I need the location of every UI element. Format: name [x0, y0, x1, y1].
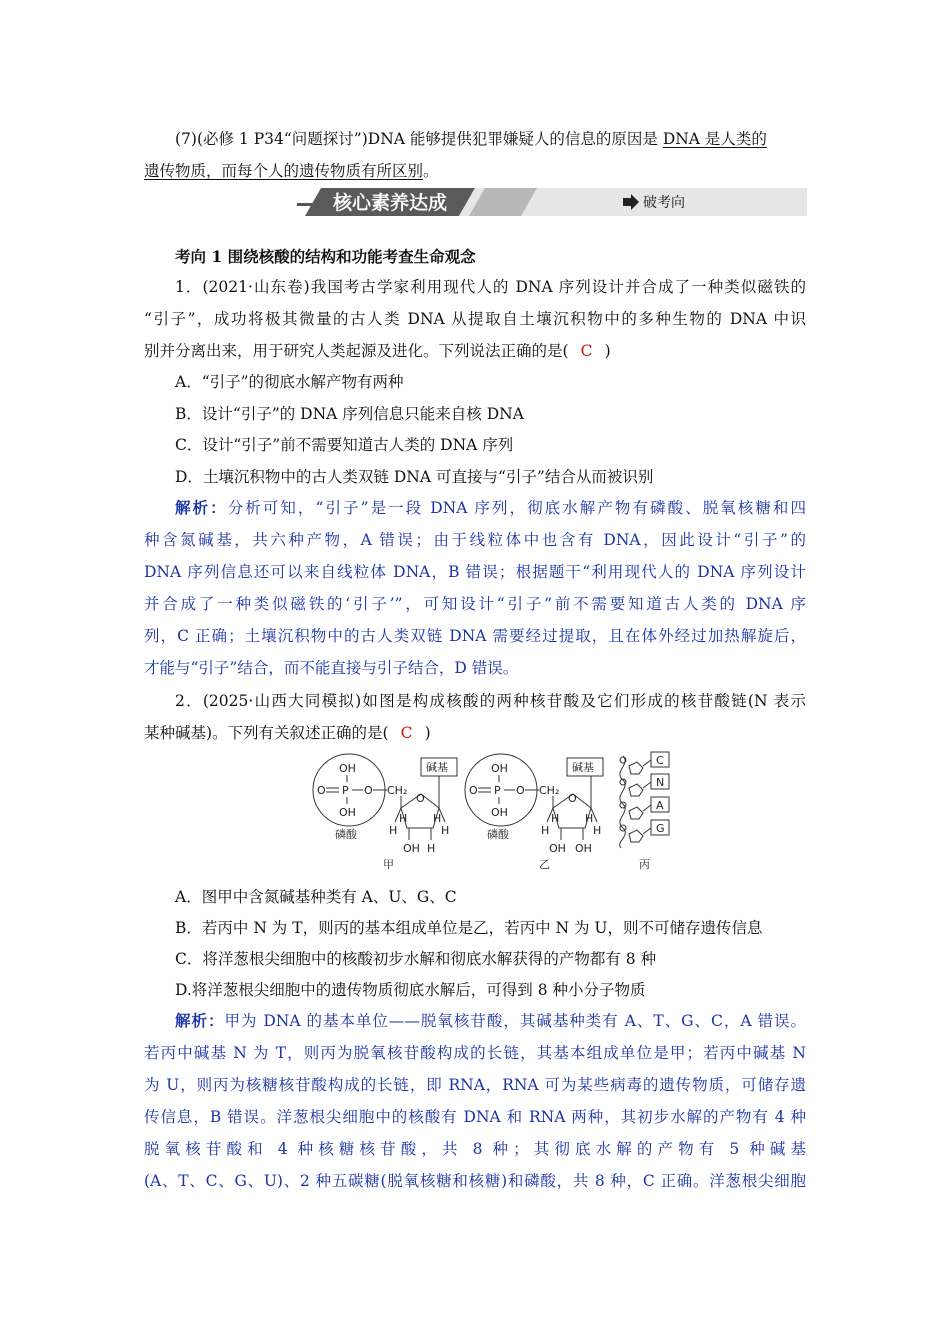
- intro-end: 。: [423, 162, 439, 180]
- ring-o-jia: O: [416, 792, 425, 805]
- chain-link-1: [643, 760, 651, 766]
- h-jia-4: H: [441, 824, 450, 837]
- q1-analysis-line-2: 种含氮碱基，共六种产物，A 错误；由于线粒体中也含有 DNA，因此设计“引子”的: [144, 531, 806, 549]
- q2-analysis-line-1: [175, 1010, 806, 1032]
- q2-answer: C: [400, 724, 413, 742]
- q2-analysis-line-4: 传信息，B 错误。洋葱根尖细胞中的核酸有 DNA 和 RNA 两种，其初步水解的产物有 4 种: [144, 1108, 806, 1126]
- ch2-jia: CH₂: [387, 784, 408, 797]
- h-yi-4: H: [593, 824, 602, 837]
- intro-underline-2: 遗传物质，而每个人的遗传物质有所区别: [144, 162, 424, 180]
- q1-option-b: B．设计“引子”的 DNA 序列信息只能来自核 DNA: [175, 405, 524, 423]
- q1-analysis-label: 解析：: [175, 498, 228, 517]
- q2-analysis-first: 甲为 DNA 的基本单位——脱氧核苷酸，其碱基种类有 A、T、G、C，A 错误。: [224, 1012, 806, 1030]
- o-ester-yi: O: [516, 784, 525, 797]
- q2-analysis-line-5: 脱氧核苷酸和 4 种核糖核苷酸，共 8 种；其彻底水解的产物有 5 种碱基: [144, 1140, 806, 1158]
- chain-sugar-4: [629, 830, 643, 842]
- q1-analysis-line-5: 列，C 正确；土壤沉积物中的古人类双链 DNA 需要经过提取，且在体外经过加热解旋后，: [144, 627, 806, 645]
- oh-top-yi: OH: [491, 762, 508, 775]
- h-yi-3: H: [585, 812, 594, 825]
- intro-line-1: [175, 128, 806, 150]
- base-label-yi: 碱基: [572, 761, 594, 774]
- chain-link-2: [643, 782, 651, 788]
- chain-link-4: [643, 828, 651, 834]
- h-yi-2: H: [551, 812, 560, 825]
- phosphate-label-jia: 磷酸: [335, 828, 357, 841]
- banner-graphic: [297, 186, 807, 218]
- q2-line-1: 2．(2025·山西大同模拟)如图是构成核酸的两种核苷酸及它们形成的核苷酸链(N 表示: [175, 692, 806, 710]
- nucleotide-yi: [465, 754, 603, 871]
- q1-stem-end: 别并分离出来，用于研究人类起源及进化。下列说法正确的是(: [144, 342, 569, 360]
- banner-side-label: 破考向: [643, 195, 685, 211]
- q2-stem-end: 某种碱基)。下列有关叙述正确的是(: [144, 724, 389, 742]
- p-atom-yi: P: [494, 784, 501, 797]
- q1-close-paren: ): [604, 342, 611, 360]
- q2-analysis-line-2: 若丙中碱基 N 为 T，则丙为脱氧核苷酸构成的长链，其基本组成单位是甲；若丙中碱基 N: [144, 1044, 806, 1062]
- oh-top-jia: OH: [339, 762, 356, 775]
- caption-yi: 乙: [539, 858, 550, 871]
- section-heading: 考向 1 围绕核酸的结构和功能考查生命观念: [175, 247, 476, 266]
- q1-line-3: [144, 340, 806, 362]
- o-ester-jia: O: [364, 784, 373, 797]
- q1-option-c: C．设计“引子”前不需要知道古人类的 DNA 序列: [175, 436, 514, 454]
- nucleotide-diagram: [305, 750, 685, 875]
- h-jia-1: H: [389, 824, 398, 837]
- nucleotide-chain-bing: [620, 752, 669, 871]
- q2-option-d: D.将洋葱根尖细胞中的遗传物质彻底水解后，可得到 8 种小分子物质: [175, 981, 646, 999]
- h-yi-1: H: [541, 824, 550, 837]
- intro-line-2: [144, 160, 806, 182]
- base-label-jia: 碱基: [426, 761, 448, 774]
- q2-option-c: C．将洋葱根尖细胞中的核酸初步水解和彻底水解获得的产物都有 8 种: [175, 950, 657, 968]
- ring-o-yi: O: [568, 792, 577, 805]
- q1-line-1: 1．(2021·山东卷)我国考古学家利用现代人的 DNA 序列设计并合成了一种类似磁铁的: [175, 278, 806, 296]
- chain-phosphate-3: [620, 802, 626, 808]
- q1-option-a: A．“引子”的彻底水解产物有两种: [175, 373, 404, 391]
- h-jia-2prime: H: [427, 842, 436, 855]
- nucleotide-figure: [305, 750, 685, 875]
- chain-sugar-3: [629, 807, 643, 819]
- intro-underline-1: DNA 是人类的: [662, 130, 767, 148]
- q2-line-2: [144, 722, 806, 744]
- q1-analysis-line-3: DNA 序列信息还可以来自线粒体 DNA，B 错误；根据题干“利用现代人的 DNA 序列设计: [144, 563, 806, 581]
- banner-title: 核心素养达成: [332, 192, 448, 214]
- chain-base-1: C: [656, 754, 664, 767]
- q1-answer: C: [580, 342, 593, 360]
- q2-option-a: A．图甲中含氮碱基种类有 A、U、G、C: [175, 888, 457, 906]
- p-atom-jia: P: [342, 784, 349, 797]
- chain-base-3: A: [656, 799, 664, 812]
- chain-link-3: [643, 805, 651, 811]
- q2-analysis-line-3: 为 U，则丙为核糖核苷酸构成的长链，即 RNA，RNA 可为某些病毒的遗传物质，可储存遗: [144, 1076, 806, 1094]
- chain-base-2: N: [656, 776, 665, 789]
- q1-option-d: D．土壤沉积物中的古人类双链 DNA 可直接与“引子”结合从而被识别: [175, 468, 654, 486]
- caption-jia: 甲: [383, 858, 394, 871]
- oh-bottom-yi: OH: [491, 806, 508, 819]
- oh-yi-3prime: OH: [549, 842, 566, 855]
- q1-analysis-first: 分析可知，“引子”是一段 DNA 序列，彻底水解产物有磷酸、脱氧核糖和四: [227, 499, 806, 517]
- chain-base-4: G: [656, 822, 665, 835]
- ch2-yi: CH₂: [539, 784, 560, 797]
- q1-analysis-line-6: 才能与“引子”结合，而不能直接与引子结合，D 错误。: [144, 659, 519, 677]
- nucleotide-jia: [313, 754, 457, 871]
- o-left-jia: O: [317, 784, 326, 797]
- oh-yi-2prime: OH: [575, 842, 592, 855]
- q2-analysis-label: 解析：: [175, 1011, 225, 1030]
- caption-bing: 丙: [639, 858, 650, 871]
- q1-analysis-line-1: [175, 497, 806, 519]
- q1-line-2: “引子”，成功将极其微量的古人类 DNA 从提取自土壤沉积物中的多种生物的 DNA 中识: [144, 310, 806, 328]
- h-jia-3: H: [433, 812, 442, 825]
- section-banner: [297, 186, 807, 218]
- q2-analysis-line-6: (A、T、C、G、U)、2 种五碳糖(脱氧核糖和核糖)和磷酸，共 8 种，C 正确。洋葱根尖细胞: [144, 1172, 806, 1190]
- h-jia-2: H: [399, 812, 408, 825]
- chain-sugar-1: [629, 762, 643, 774]
- oh-bottom-jia: OH: [339, 806, 356, 819]
- chain-sugar-2: [629, 784, 643, 796]
- o-left-yi: O: [469, 784, 478, 797]
- q2-option-b: B．若丙中 N 为 T，则丙的基本组成单位是乙，若丙中 N 为 U，则不可储存遗传信息: [175, 919, 763, 937]
- intro-prefix: (7)(必修 1 P34“问题探讨”)DNA 能够提供犯罪嫌疑人的信息的原因是: [175, 130, 663, 148]
- phosphate-label-yi: 磷酸: [487, 828, 509, 841]
- q2-close-paren: ): [424, 724, 431, 742]
- oh-jia-3prime: OH: [403, 842, 420, 855]
- q1-analysis-line-4: 并合成了一种类似磁铁的‘引子’”，可知设计“引子”前不需要知道古人类的 DNA 序: [144, 595, 806, 613]
